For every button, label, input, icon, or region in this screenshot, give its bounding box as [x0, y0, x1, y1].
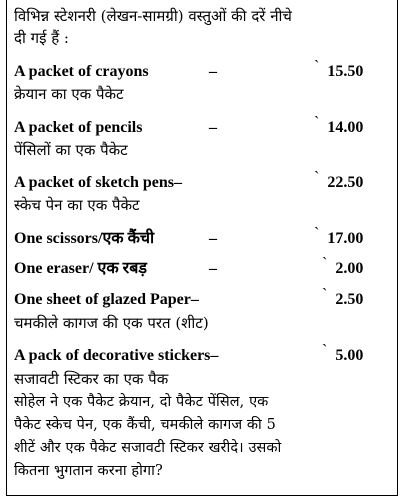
- item-crayons-price: ` 15.50: [314, 58, 364, 80]
- item-crayons-dash: –: [209, 63, 217, 80]
- rupee-icon: `: [314, 169, 320, 186]
- item-crayons-english: A packet of crayons: [14, 63, 149, 80]
- item-sketch-pens-english: A packet of sketch pens–: [14, 174, 183, 191]
- rupee-icon: `: [314, 225, 320, 242]
- question-line-3: शीटें और एक पैकेट सजावटी स्टिकर खरीदे। उसको: [14, 440, 282, 456]
- question-line-4: कितना भुगतान करना होगा?: [14, 463, 163, 479]
- item-scissors-price: ` 17.00: [314, 225, 364, 247]
- item-stickers-price: ` 5.00: [322, 342, 364, 364]
- question-line-2: पैकेट स्केच पेन, एक कैंची, चमकीले कागज की 5: [14, 417, 276, 433]
- item-stickers-hindi: सजावटी स्टिकर का एक पैक: [14, 370, 169, 388]
- item-scissors-english: One scissors/एक कैंची: [14, 230, 155, 247]
- rupee-icon: `: [322, 342, 328, 359]
- item-pencils-english: A packet of pencils: [14, 119, 143, 136]
- question-line-1: सोहेल ने एक पैकेट क्रेयान, दो पैकेट पेंसिल, एक: [14, 394, 269, 410]
- rupee-icon: `: [322, 255, 328, 272]
- item-glazed-paper-hindi: चमकीले कागज की एक परत (शीट): [14, 314, 209, 332]
- rupee-icon: `: [314, 58, 320, 75]
- item-crayons-hindi: क्रेयान का एक पैकेट: [14, 85, 124, 103]
- item-eraser-english: One eraser/ एक रबड़: [14, 260, 147, 277]
- item-scissors-dash: –: [209, 230, 217, 247]
- rupee-icon: `: [314, 114, 320, 131]
- item-sketch-pens-price: ` 22.50: [314, 169, 364, 191]
- item-eraser-dash: –: [209, 260, 217, 277]
- intro-line-1: विभिन्न स्टेशनरी (लेखन-सामग्री) वस्तुओं की दरें नीचे: [14, 7, 292, 25]
- item-pencils-hindi: पेंसिलों का एक पैकेट: [14, 141, 128, 159]
- item-sketch-pens-hindi: स्केच पेन का एक पैकेट: [14, 196, 140, 214]
- item-pencils-dash: –: [209, 119, 217, 136]
- intro-line-2: दी गई हैं :: [14, 29, 69, 47]
- item-eraser-price: ` 2.00: [322, 255, 364, 277]
- item-glazed-paper-price: ` 2.50: [322, 286, 364, 308]
- rupee-icon: `: [322, 286, 328, 303]
- item-glazed-paper-english: One sheet of glazed Paper–: [14, 291, 199, 308]
- item-pencils-price: ` 14.00: [314, 114, 364, 136]
- item-stickers-english: A pack of decorative stickers–: [14, 347, 219, 364]
